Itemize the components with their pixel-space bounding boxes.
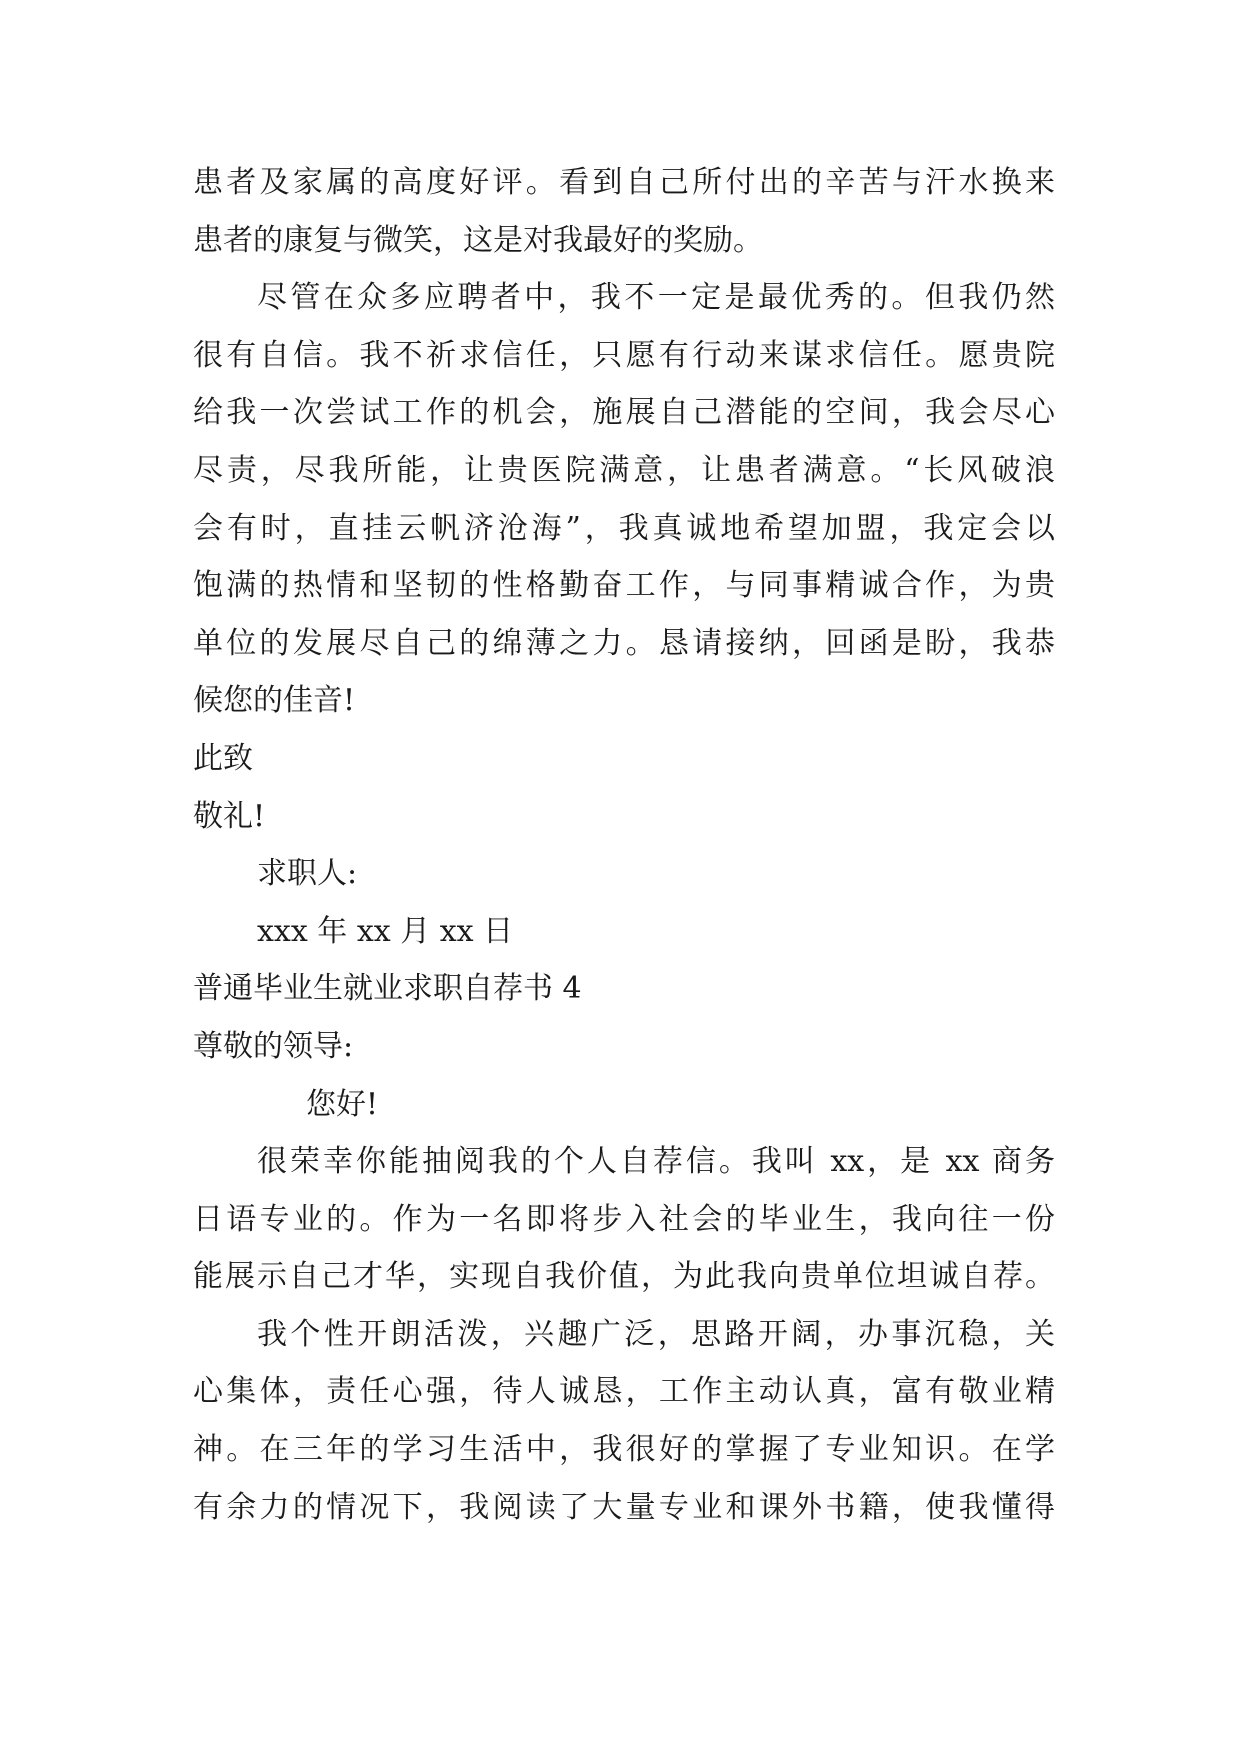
text-line: 很有自信。我不祈求信任，只愿有行动来谋求信任。愿贵院 [193,337,1055,373]
text-line: 日语专业的。作为一名即将步入社会的毕业生，我向往一份 [193,1201,1055,1237]
text-line: 尽管在众多应聘者中，我不一定是最优秀的。但我仍然 [257,280,1055,316]
closing-salutation: 此致 [193,740,253,776]
text-line: 会有时，直挂云帆济沧海”，我真诚地希望加盟，我定会以 [193,510,1055,546]
salutation: 尊敬的领导: [193,1028,354,1064]
text-line: 有余力的情况下，我阅读了大量专业和课外书籍，使我懂得 [193,1489,1055,1525]
text-line: 饱满的热情和坚韧的性格勤奋工作，与同事精诚合作，为贵 [193,568,1055,604]
text-line: 患者的康复与微笑，这是对我最好的奖励。 [193,222,763,258]
text-line: 候您的佳音! [193,683,356,719]
greeting: 您好! [306,1086,379,1122]
letter-body [193,154,1055,1536]
text-line: 尽责，尽我所能，让贵医院满意，让患者满意。“长风破浪 [193,452,1055,488]
text-line: 神。在三年的学习生活中，我很好的掌握了专业知识。在学 [193,1432,1055,1468]
text-line: 给我一次尝试工作的机会，施展自己潜能的空间，我会尽心 [193,395,1055,431]
applicant-signature: 求职人: [257,856,358,892]
text-line: 很荣幸你能抽阅我的个人自荐信。我叫 xx，是 xx 商务 [257,1144,1055,1180]
text-line: 我个性开朗活泼，兴趣广泛，思路开阔，办事沉稳，关 [257,1316,1055,1352]
text-line: 心集体，责任心强，待人诚恳，工作主动认真，富有敬业精 [193,1374,1055,1410]
text-line: 单位的发展尽自己的绵薄之力。恳请接纳，回函是盼，我恭 [193,625,1055,661]
text-line: 患者及家属的高度好评。看到自己所付出的辛苦与汗水换来 [193,165,1055,200]
text-line: 能展示自己才华，实现自我价值，为此我向贵单位坦诚自荐。 [193,1259,1055,1295]
section-title: 普通毕业生就业求职自荐书 4 [193,971,582,1007]
closing-regards: 敬礼! [193,798,266,834]
letter-date: xxx 年 xx 月 xx 日 [257,913,514,949]
